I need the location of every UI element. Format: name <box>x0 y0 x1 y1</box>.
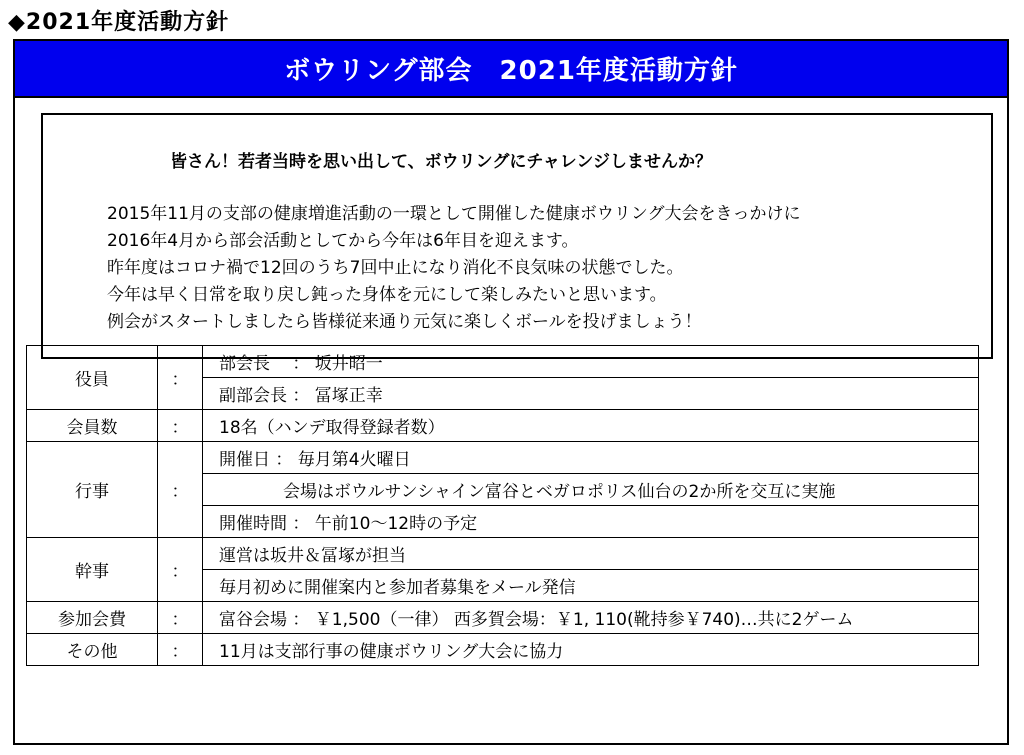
intro-line: 2016年4月から部会活動としてから今年は6年目を迎えます。 <box>107 231 579 251</box>
banner-title: ボウリング部会 2021年度活動方針 <box>15 41 1007 98</box>
colon-separator: ： <box>158 634 203 666</box>
officer-chair: 部会長 ： 坂井昭一 <box>203 346 979 378</box>
table-row <box>27 634 979 666</box>
row-label-officers: 役員 <box>27 346 158 410</box>
row-label-events: 行事 <box>27 442 158 538</box>
intro-line: 今年は早く日常を取り戻し鈍った身体を元にして楽しみたいと思います。 <box>107 285 667 305</box>
row-label-fee: 参加会費 <box>27 602 158 634</box>
row-label-organizers: 幹事 <box>27 538 158 602</box>
colon-separator: ： <box>158 538 203 602</box>
intro-line: 2015年11月の支部の健康増進活動の一環として開催した健康ボウリング大会をきっかけに <box>107 204 801 224</box>
event-venue: 会場はボウルサンシャイン富谷とベガロポリス仙台の2か所を交互に実施 <box>203 474 979 506</box>
intro-text <box>107 201 801 336</box>
organizer-email: 毎月初めに開催案内と参加者募集をメール発信 <box>203 570 979 602</box>
table-row <box>27 346 979 378</box>
colon-separator: ： <box>158 442 203 538</box>
organizer-duty: 運営は坂井＆冨塚が担当 <box>203 538 979 570</box>
event-day: 開催日 ： 毎月第4火曜日 <box>203 442 979 474</box>
table-row <box>27 602 979 634</box>
colon-separator: ： <box>158 410 203 442</box>
intro-line: 昨年度はコロナ禍で12回のうち7回中止になり消化不良気味の状態でした。 <box>107 258 684 278</box>
table-row <box>27 410 979 442</box>
colon-separator: ： <box>158 346 203 410</box>
other-note: 11月は支部行事の健康ボウリング大会に協力 <box>203 634 979 666</box>
page-heading: ◆2021年度活動方針 <box>8 10 230 35</box>
colon-separator: ： <box>158 602 203 634</box>
fee-details: 富谷会場 ： ￥1,500（一律） 西多賀会場：￥1, 110(靴持参￥740)…共に2ゲーム <box>203 602 979 634</box>
row-label-members: 会員数 <box>27 410 158 442</box>
table-row <box>27 442 979 474</box>
intro-heading: 皆さん！若者当時を思い出して、ボウリングにチャレンジしませんか？ <box>170 152 712 172</box>
info-table <box>26 345 979 666</box>
intro-line: 例会がスタートしましたら皆様従来通り元気に楽しくボールを投げましょう！ <box>107 312 702 332</box>
member-count: 18名（ハンデ取得登録者数） <box>203 410 979 442</box>
officer-vice-chair: 副部会長 ： 冨塚正幸 <box>203 378 979 410</box>
table-row <box>27 538 979 570</box>
row-label-other: その他 <box>27 634 158 666</box>
intro-box <box>41 113 993 359</box>
event-time: 開催時間 ： 午前10～12時の予定 <box>203 506 979 538</box>
